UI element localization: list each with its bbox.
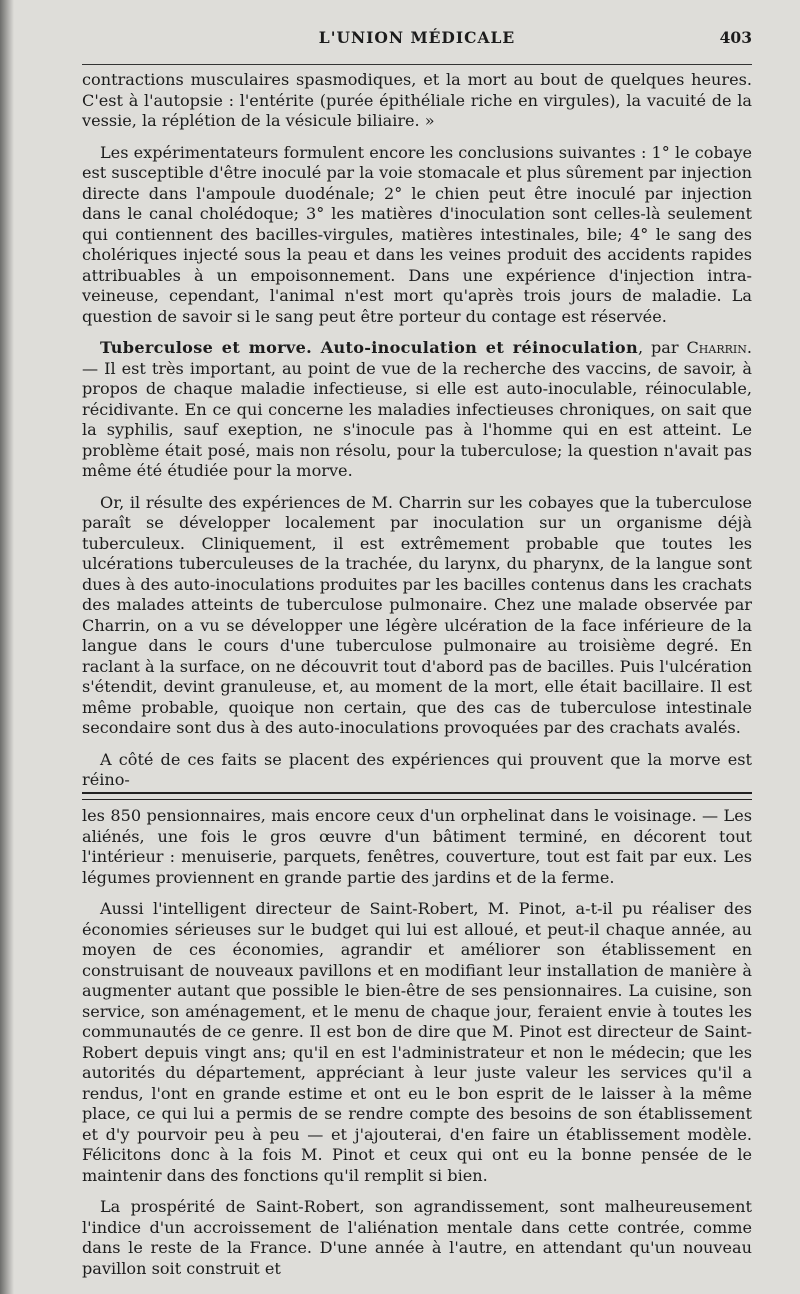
paragraph: La prospérité de Saint-Robert, son agrandissement, sont malheureusement l'indice d'un accroissement de l'aliénation mentale dans cette contrée, comme dans le reste de la France. D'une année à l'autre, en attendant qu'un nouveau pavillon soit construit et xyxy=(82,1197,752,1278)
running-header xyxy=(82,28,752,54)
section-heading: Tuberculose et morve. Auto-inoculation et réinoculation xyxy=(100,338,638,357)
header-rule xyxy=(82,64,752,65)
paragraph: les 850 pensionnaires, mais encore ceux d'un orphelinat dans le voisinage. — Les aliénés, une fois le gros œuvre d'un bâtiment terminé, en décorent tout l'intérieur : menuiserie, parquets, fenêtres, couverture, tout est fait par eux. Les légumes proviennent en grande partie des jardins et de la ferme. xyxy=(82,806,752,887)
paragraph: Les expérimentateurs formulent encore les conclusions suivantes : 1° le cobaye est susceptible d'être inoculé par la voie stomacale et plus sûrement par injection directe dans l'ampoule duodénale; 2° le chien peut être inoculé par injection dans le canal cholédoque; 3° les matières d'inoculation sont celles-là seulement qui contiennent des bacilles-virgules, matières intestinales, bile; 4° le sang des cholériques injecté sous la peau et dans les veines produit des accidents rapides attribuables à un empoisonnement. Dans une expérience d'injection intra-veineuse, cependant, l'animal n'est mort qu'après trois jours de maladie. La question de savoir si le sang peut être porteur du contage est réservée. xyxy=(82,142,752,326)
paragraph: contractions musculaires spasmodiques, et la mort au bout de quelques heures. C'est à l'autopsie : l'entérite (purée épithéliale riche en virgules), la vacuité de la vessie, la réplétion de la vésicule biliaire. » xyxy=(82,70,752,130)
running-title: L'UNION MÉDICALE xyxy=(318,28,516,47)
gutter-shadow xyxy=(0,0,14,1294)
article-column-bottom xyxy=(82,806,752,1279)
paragraph: Or, il résulte des expériences de M. Charrin sur les cobayes que la tuberculose paraît se développer localement par inoculation sur un organisme déjà tuberculeux. Cliniquement, il est extrêmement probable que toutes les ulcérations tuberculeuses de la trachée, du larynx, du pharynx, de la langue sont dues à des auto-inoculations produites par les bacilles contenus dans les crachats des malades atteints de tuberculose pulmonaire. Chez une malade observée par Charrin, on a vu se développer une légère ulcération de la face inférieure de la langue dans le cours d'une tuberculose pulmonaire au troisième degré. En raclant à la surface, on ne découvrit tout d'abord pas de bacilles. Puis l'ulcération s'étendit, devint granuleuse, et, au moment de la mort, elle était bacillaire. Il est même probable, quoique non certain, que des cas de tuberculose intestinale secondaire sont dus à des auto-inoculations provoquées par des crachats avalés. xyxy=(82,492,752,737)
section-separator xyxy=(82,792,752,800)
page-number: 403 xyxy=(719,28,752,47)
paragraph-body: . — Il est très important, au point de vue de la recherche des vaccins, de savoir, à propos de chaque maladie infectieuse, si elle est auto-inoculable, réinoculable, récidivante. En ce qui concerne les maladies infectieuses chroniques, on sait que la syphilis, sauf exeption, ne s'inocule pas à l'homme qui en est atteint. Le problème était posé, mais non résolu, pour la tuberculose; la question n'avait pas même été étudiée pour la morve. xyxy=(82,338,752,480)
article-column-top xyxy=(82,70,752,791)
paragraph-tuberculose xyxy=(82,338,752,482)
paragraph: A côté de ces faits se placent des expériences qui prouvent que la morve est réino- xyxy=(82,749,752,789)
author-name: Charrin xyxy=(686,338,747,357)
author-prefix: , par xyxy=(637,338,687,357)
paragraph: Aussi l'intelligent directeur de Saint-Robert, M. Pinot, a-t-il pu réaliser des économies sérieuses sur le budget qui lui est alloué, et peut-il chaque année, au moyen de ces économies, agrandir et améliorer son établissement en construisant de nouveaux pavillons et en modifiant leur installation de manière à augmenter autant que possible le bien-être de ses pensionnaires. La cuisine, son service, son aménagement, et le menu de chaque jour, feraient envie à toutes les communautés de ce genre. Il est bon de dire que M. Pinot est directeur de Saint-Robert depuis vingt ans; qu'il en est l'administrateur et non le médecin; que les autorités du département, appréciant à leur juste valeur les services qu'il a rendus, l'ont en grande estime et ont eu le bon esprit de le laisser à la même place, ce qui lui a permis de se rendre compte des besoins de son établissement et d'y pourvoir peu à peu — et j'ajouterai, d'en faire un établissement modèle. Félicitons donc à la fois M. Pinot et ceux qui ont eu la bonne pensée de le maintenir dans des fonctions qu'il remplit si bien. xyxy=(82,899,752,1185)
